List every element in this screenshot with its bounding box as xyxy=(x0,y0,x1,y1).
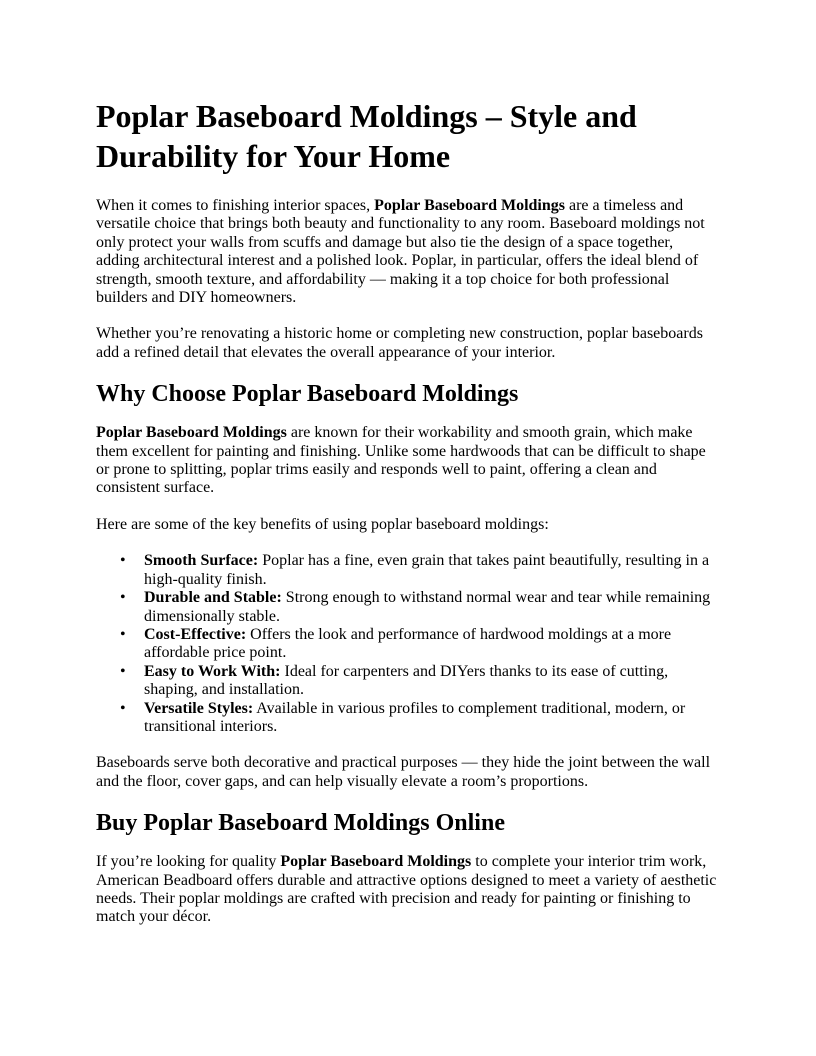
bullet-icon: • xyxy=(120,589,126,607)
list-item xyxy=(96,700,720,737)
intro-product-name: Poplar Baseboard Moldings xyxy=(374,197,565,214)
why-product-name: Poplar Baseboard Moldings xyxy=(96,424,287,442)
benefit-label: Durable and Stable: xyxy=(144,589,282,607)
list-item xyxy=(96,552,720,589)
list-item xyxy=(96,663,720,700)
benefits-list xyxy=(96,552,720,736)
buy-text-lead: If you’re looking for quality xyxy=(96,853,281,871)
intro-text-lead: When it comes to finishing interior spaces, xyxy=(96,197,375,214)
page-title: Poplar Baseboard Moldings – Style and Durability for Your Home xyxy=(96,98,637,174)
why-text-rest: are known for their workability and smooth grain, which make them excellent for painting and finishing. Unlike some hardwoods that can be difficult to shape or prone to splitting, poplar trims easily and responds well to paint, offering a clean and consistent surface. xyxy=(96,424,706,497)
why-paragraph-2: Here are some of the key benefits of using poplar baseboard moldings: xyxy=(96,515,549,533)
bullet-icon: • xyxy=(120,699,126,717)
buy-product-name: Poplar Baseboard Moldings xyxy=(280,853,472,871)
intro-paragraph-1 xyxy=(96,197,720,307)
buy-paragraph-1 xyxy=(96,853,720,927)
benefit-label: Easy to Work With: xyxy=(144,662,281,680)
benefit-text: Poplar has a fine, even grain that takes paint beautifully, resulting in a high-quality finish. xyxy=(144,552,710,588)
section-heading-buy: Buy Poplar Baseboard Moldings Online xyxy=(96,810,505,837)
benefit-label: Smooth Surface: xyxy=(144,552,259,570)
bullet-icon: • xyxy=(120,552,126,570)
intro-text-rest: are a timeless and versatile choice that brings both beauty and functionality to any room. Baseboard moldings not only protect your walls from scuffs and damage but also tie the design of a space together, adding architectural interest and a polished look. Poplar, in particular, offers the ideal blend of strength, smooth texture, and affordability — making it a top choice for both professional builders and DIY homeowners. xyxy=(96,197,705,307)
intro-paragraph-2: Whether you’re renovating a historic home or completing new construction, poplar baseboards add a refined detail that elevates the overall appearance of your interior. xyxy=(96,325,703,361)
benefit-text: Available in various profiles to complement traditional, modern, or transitional interiors. xyxy=(144,699,686,735)
benefit-text: Offers the look and performance of hardwood moldings at a more affordable price point. xyxy=(144,625,672,662)
why-paragraph-1 xyxy=(96,424,720,498)
bullet-icon: • xyxy=(120,662,126,680)
buy-text-rest: to complete your interior trim work, American Beadboard offers durable and attractive options designed to meet a variety of aesthetic needs. Their poplar moldings are crafted with precision and ready for painting or finishing to match your décor. xyxy=(96,853,717,926)
benefit-text: Strong enough to withstand normal wear and tear while remaining dimensionally stable. xyxy=(144,589,711,625)
list-item xyxy=(96,626,720,663)
why-paragraph-3: Baseboards serve both decorative and practical purposes — they hide the joint between the wall and the floor, cover gaps, and can help visually elevate a room’s proportions. xyxy=(96,754,711,790)
list-item xyxy=(96,589,720,626)
benefit-text: Ideal for carpenters and DIYers thanks to its ease of cutting, shaping, and installation. xyxy=(144,662,669,699)
section-heading-why: Why Choose Poplar Baseboard Moldings xyxy=(96,381,519,408)
benefit-label: Cost-Effective: xyxy=(144,625,247,643)
benefit-label: Versatile Styles: xyxy=(144,699,254,717)
bullet-icon: • xyxy=(120,625,126,643)
document-page xyxy=(96,96,720,945)
